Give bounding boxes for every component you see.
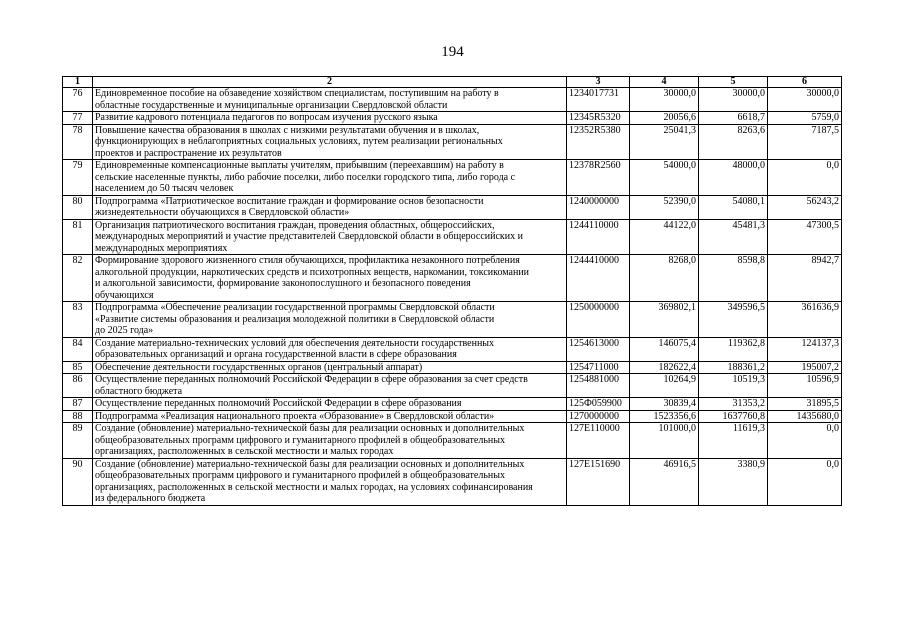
value-col-5: 10519,3 [699, 374, 768, 398]
description-line: из федерального бюджета [95, 493, 206, 504]
description-line: международных мероприятий и участие представителей Свердловской области в общероссийских и [95, 231, 523, 242]
row-code: 127Е151690 [567, 458, 630, 505]
value-col-5: 3380,9 [699, 458, 768, 505]
value-col-5: 8263,6 [699, 124, 768, 160]
row-description [93, 398, 567, 411]
description-line: Подпрограмма «Обеспечение реализации государственной программы Свердловской области [95, 302, 495, 313]
description-line: Осуществление переданных полномочий Российской Федерации в сфере образования [95, 398, 462, 409]
description-line: алкогольной продукции, наркотических средств и психотропных веществ, наркомании, токсикомании [95, 266, 530, 278]
value-col-5: 45481,3 [699, 219, 768, 255]
row-description [93, 112, 567, 125]
row-number: 80 [63, 195, 93, 219]
value-col-4: 146075,4 [630, 337, 699, 361]
row-code: 1250000000 [567, 302, 630, 338]
column-header: 6 [768, 77, 842, 88]
row-number: 86 [63, 374, 93, 398]
value-col-6: 30000,0 [768, 88, 842, 112]
value-col-5: 11619,3 [699, 423, 768, 459]
table-row [63, 219, 842, 255]
table-row [63, 423, 842, 459]
value-col-4: 54000,0 [630, 160, 699, 196]
description-line: Подпрограмма «Реализация национального проекта «Образование» в Свердловской области» [95, 410, 495, 422]
column-header: 2 [93, 77, 567, 88]
value-col-4: 25041,3 [630, 124, 699, 160]
column-header: 5 [699, 77, 768, 88]
value-col-4: 30000,0 [630, 88, 699, 112]
value-col-6: 8942,7 [768, 255, 842, 302]
value-col-6: 0,0 [768, 423, 842, 459]
description-line: общеобразовательных программ цифрового и гуманитарного профилей в общеобразовательных [95, 470, 505, 481]
description-line: и алкогольной зависимости, формирование законопослушного и безопасного поведения [95, 278, 471, 289]
description-line: жизнедеятельности обучающихся в Свердловской области» [95, 207, 350, 218]
row-description [93, 302, 567, 338]
row-code: 1254613000 [567, 337, 630, 361]
value-col-4: 8268,0 [630, 255, 699, 302]
value-col-4: 101000,0 [630, 423, 699, 459]
description-line: Создание (обновление) материально-технической базы для реализации основных и дополнительных [95, 423, 525, 434]
table-row [63, 302, 842, 338]
description-line: Единовременные компенсационные выплаты учителям, прибывшим (переехавшим) на работу в [95, 160, 504, 171]
row-description [93, 410, 567, 423]
row-description [93, 219, 567, 255]
row-description [93, 458, 567, 505]
description-line: населением до 50 тысяч человек [95, 183, 234, 194]
value-col-6: 5759,0 [768, 112, 842, 125]
row-description [93, 374, 567, 398]
table-row [63, 124, 842, 160]
row-code: 12378R2560 [567, 160, 630, 196]
description-line: образовательных организаций и органа государственной власти в сфере образования [95, 349, 457, 360]
row-number: 76 [63, 88, 93, 112]
value-col-4: 20056,6 [630, 112, 699, 125]
value-col-5: 8598,8 [699, 255, 768, 302]
row-code: 1254881000 [567, 374, 630, 398]
value-col-6: 195007,2 [768, 361, 842, 374]
row-code: 127Е110000 [567, 423, 630, 459]
value-col-6: 47300,5 [768, 219, 842, 255]
table-row [63, 398, 842, 411]
row-number: 84 [63, 337, 93, 361]
table-row [63, 255, 842, 302]
description-line: Создание материально-технических условий для обеспечения деятельности государственных [95, 337, 495, 349]
row-code: 125Ф059900 [567, 398, 630, 411]
table-row [63, 410, 842, 423]
header-row [63, 77, 842, 88]
value-col-6: 7187,5 [768, 124, 842, 160]
description-line: «Развитие системы образования и реализация молодежной политики в Свердловской области [95, 313, 495, 325]
value-col-5: 6618,7 [699, 112, 768, 125]
budget-table [62, 76, 842, 506]
row-number: 81 [63, 219, 93, 255]
row-code: 12345R5320 [567, 112, 630, 125]
description-line: Формирование здорового жизненного стиля обучающихся, профилактика незаконного потребления [95, 255, 520, 266]
value-col-6: 56243,2 [768, 195, 842, 219]
row-description [93, 255, 567, 302]
table-row [63, 361, 842, 374]
value-col-5: 188361,2 [699, 361, 768, 374]
value-col-5: 48000,0 [699, 160, 768, 196]
row-number: 77 [63, 112, 93, 125]
value-col-4: 369802,1 [630, 302, 699, 338]
row-code: 1234017731 [567, 88, 630, 112]
description-line: Организация патриотического воспитания граждан, проведения областных, общероссийских, [95, 219, 495, 231]
column-header: 3 [567, 77, 630, 88]
description-line: сельские населенные пункты, либо рабочие поселки, либо поселки городского типа, либо города с [95, 171, 516, 183]
value-col-5: 31353,2 [699, 398, 768, 411]
column-header: 1 [63, 77, 93, 88]
description-line: Создание (обновление) материально-технической базы для реализации основных и дополнительных [95, 458, 525, 470]
row-code: 12352R5380 [567, 124, 630, 160]
description-line: общеобразовательных программ цифрового и гуманитарного профилей в общеобразовательных [95, 434, 505, 446]
value-col-6: 10596,9 [768, 374, 842, 398]
value-col-6: 31895,5 [768, 398, 842, 411]
row-description [93, 195, 567, 219]
table-row [63, 374, 842, 398]
value-col-6: 1435680,0 [768, 410, 842, 423]
description-line: Развитие кадрового потенциала педагогов по вопросам изучения русского языка [95, 112, 438, 123]
table-row [63, 88, 842, 112]
row-number: 82 [63, 255, 93, 302]
description-line: Осуществление переданных полномочий Российской Федерации в сфере образования за счет средств [95, 374, 528, 385]
value-col-4: 46916,5 [630, 458, 699, 505]
table-row [63, 458, 842, 505]
row-number: 88 [63, 410, 93, 423]
description-line: Подпрограмма «Патриотическое воспитание граждан и формирование основ безопасности [95, 195, 484, 207]
description-line: Повышение качества образования в школах с низкими результатами обучения и в школах, [95, 124, 480, 136]
description-line: областного бюджета [95, 385, 183, 397]
row-description [93, 337, 567, 361]
row-description [93, 361, 567, 374]
value-col-6: 0,0 [768, 160, 842, 196]
description-line: организациях, расположенных в сельской местности и малых городах, на условиях софинансирования [95, 481, 533, 493]
value-col-6: 124137,3 [768, 337, 842, 361]
value-col-4: 10264,9 [630, 374, 699, 398]
row-code: 1244410000 [567, 255, 630, 302]
row-number: 79 [63, 160, 93, 196]
value-col-4: 182622,4 [630, 361, 699, 374]
value-col-4: 44122,0 [630, 219, 699, 255]
row-description [93, 160, 567, 196]
row-code: 1240000000 [567, 195, 630, 219]
row-code: 1270000000 [567, 410, 630, 423]
value-col-5: 119362,8 [699, 337, 768, 361]
description-line: Обеспечение деятельности государственных органов (центральный аппарат) [95, 361, 423, 373]
value-col-5: 1637760,8 [699, 410, 768, 423]
value-col-5: 30000,0 [699, 88, 768, 112]
description-line: обучающихся [95, 289, 154, 301]
value-col-6: 0,0 [768, 458, 842, 505]
table-row [63, 337, 842, 361]
description-line: организациях, расположенных в сельской местности и малых городах [95, 446, 394, 457]
row-number: 87 [63, 398, 93, 411]
description-line: до 2025 года» [95, 325, 154, 336]
table-row [63, 195, 842, 219]
row-code: 1254711000 [567, 361, 630, 374]
row-number: 83 [63, 302, 93, 338]
value-col-4: 30839,4 [630, 398, 699, 411]
row-code: 1244110000 [567, 219, 630, 255]
row-number: 90 [63, 458, 93, 505]
row-number: 85 [63, 361, 93, 374]
value-col-5: 349596,5 [699, 302, 768, 338]
row-description [93, 423, 567, 459]
row-description [93, 124, 567, 160]
value-col-6: 361636,9 [768, 302, 842, 338]
value-col-4: 1523356,6 [630, 410, 699, 423]
description-line: проектов и распространение их результатов [95, 147, 282, 159]
description-line: Единовременное пособие на обзаведение хозяйством специалистам, поступившим на работу в [95, 88, 499, 99]
value-col-4: 52390,0 [630, 195, 699, 219]
description-line: функционирующих в неблагоприятных социальных условиях, путем реализации региональных [95, 136, 503, 147]
description-line: международных мероприятиях [95, 242, 228, 254]
table-row [63, 112, 842, 125]
page-number: 194 [441, 44, 464, 60]
table-row [63, 160, 842, 196]
row-number: 89 [63, 423, 93, 459]
value-col-5: 54080,1 [699, 195, 768, 219]
row-description [93, 88, 567, 112]
description-line: областные государственные и муниципальные организации Свердловской области [95, 99, 448, 111]
row-number: 78 [63, 124, 93, 160]
column-header: 4 [630, 77, 699, 88]
